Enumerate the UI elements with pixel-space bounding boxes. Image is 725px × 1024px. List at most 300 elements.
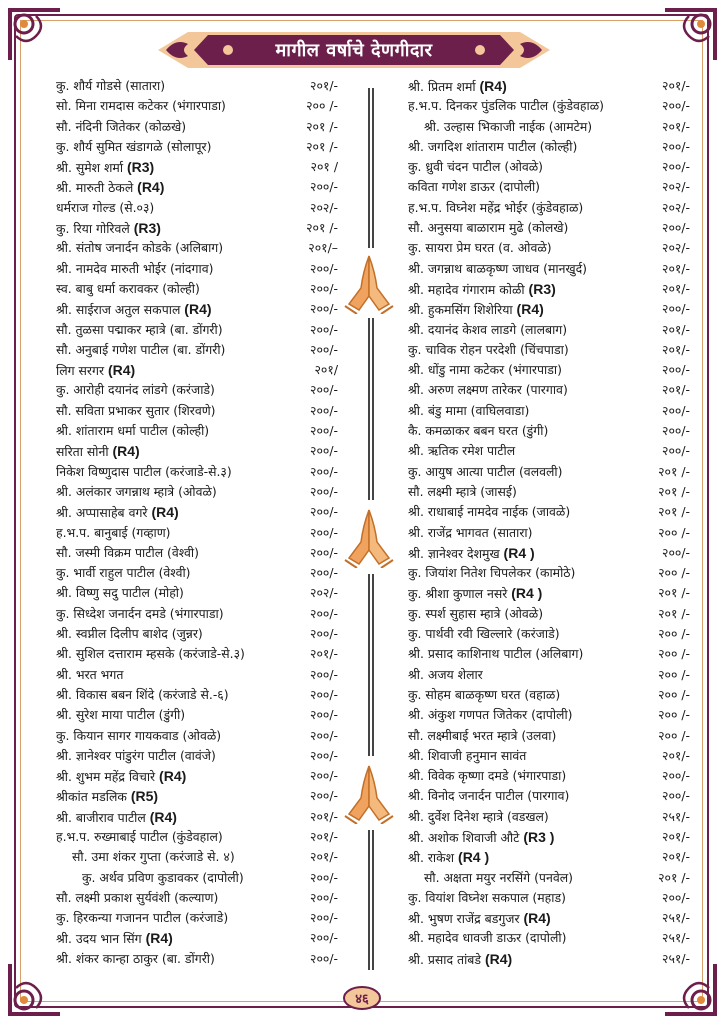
donation-amount: २००/-	[310, 402, 338, 418]
donor-row	[56, 462, 338, 482]
donation-amount: २००/-	[310, 504, 338, 520]
donor-row	[408, 685, 690, 705]
donation-amount: २०१/-	[662, 321, 690, 337]
donor-row	[408, 117, 690, 137]
donor-row	[56, 421, 338, 441]
donor-row	[408, 807, 690, 827]
donation-amount: २००/-	[310, 463, 338, 479]
corner-ornament-icon	[661, 6, 719, 64]
donor-row	[56, 766, 338, 786]
donor-row	[408, 847, 690, 867]
donor-name-text: ह.भ.प. दिनकर पुंडलिक पाटील (कुंडेवहाळ)	[408, 98, 604, 114]
donor-name	[56, 76, 165, 96]
donor-row	[408, 583, 690, 603]
donor-round-tag: (R4)	[159, 768, 187, 785]
donor-name	[408, 218, 568, 238]
donor-name	[82, 868, 244, 888]
donation-amount: २००/-	[662, 98, 690, 114]
donor-name	[56, 157, 154, 178]
donor-row	[408, 340, 690, 360]
donor-row	[408, 299, 690, 319]
donation-amount: २०१ /-	[306, 220, 338, 236]
donor-name-text: धर्मराज गोल्ड (से.०३)	[56, 199, 155, 215]
donor-row	[408, 218, 690, 238]
donor-name-text: कु. भार्वी राहुल पाटील (वेश्वी)	[56, 565, 191, 581]
donor-name-text: श्री. प्रसाद काशिनाथ पाटील (अलिबाग)	[408, 646, 584, 662]
donor-row	[56, 137, 338, 157]
donor-name	[56, 665, 123, 685]
donor-row	[56, 604, 338, 624]
donation-amount: २००/-	[662, 423, 690, 439]
namaste-hands-icon	[341, 506, 397, 568]
donor-name-text: कु. शौर्य गोडसे (सातारा)	[56, 78, 166, 93]
donation-amount: २००/-	[310, 443, 338, 459]
donor-name	[56, 502, 179, 523]
donor-name-text: कु. चाविक रोहन परदेशी (चिंचपाडा)	[408, 341, 569, 357]
donation-amount: २०१ /-	[306, 118, 338, 134]
donor-name	[408, 705, 572, 725]
donor-name	[56, 482, 217, 502]
donation-amount: २५१/-	[662, 910, 690, 926]
donor-row	[56, 726, 338, 746]
donor-name-text: श्री. सुरेश माया पाटील (डुंगी)	[56, 707, 186, 723]
donation-amount: २०० /-	[658, 666, 690, 682]
donor-name	[408, 807, 549, 827]
page-number-badge	[342, 985, 382, 1011]
donor-row	[408, 868, 690, 888]
donor-name	[56, 320, 223, 340]
donor-name	[408, 908, 551, 929]
donor-name-text: लिग सरगर	[56, 363, 108, 379]
donor-row	[56, 401, 338, 421]
donor-name-text: कु. कियान सागर गायकवाड (ओवळे)	[56, 727, 222, 743]
donation-amount: २००/-	[662, 138, 690, 154]
donor-name	[56, 827, 223, 847]
donation-amount: २०१ /	[310, 159, 338, 175]
donor-name-text: श्री. जगदिश शांताराम पाटील (कोल्ही)	[408, 138, 578, 154]
donation-amount: २००/-	[662, 301, 690, 317]
donation-amount: २०० /-	[658, 565, 690, 581]
donor-name	[56, 644, 245, 664]
column-divider	[367, 574, 375, 756]
donor-row	[408, 827, 690, 847]
donor-name-text: श्री. प्रितम शर्मा	[408, 79, 480, 94]
donor-name-text: श्री. विनोद जनार्दन पाटील (पारगाव)	[408, 788, 570, 804]
donation-amount: २००/-	[662, 220, 690, 236]
donor-name	[56, 380, 215, 400]
donor-name-text: सौ. लक्ष्मीबाई भरत म्हात्रे (उलवा)	[408, 727, 557, 743]
donation-amount: २००/-	[310, 565, 338, 581]
donor-name	[56, 928, 173, 949]
donation-amount: २०१/-	[662, 849, 690, 865]
donor-row	[56, 218, 338, 238]
donor-name	[56, 198, 154, 218]
donor-name-text: कु. सिध्देश जनार्दन दमडे (भंगारपाडा)	[56, 605, 224, 621]
donor-row	[408, 96, 690, 116]
donor-row	[408, 705, 690, 725]
donor-row	[408, 766, 690, 786]
donor-name	[424, 868, 573, 888]
donor-name	[56, 888, 218, 908]
donor-row	[56, 523, 338, 543]
donation-amount: २००/-	[662, 768, 690, 784]
donor-name	[56, 360, 135, 381]
corner-ornament-icon	[6, 6, 64, 64]
donation-amount: २००/-	[310, 280, 338, 296]
donor-row	[56, 827, 338, 847]
donation-amount: २०१/-	[662, 118, 690, 134]
donation-amount: २०० /-	[658, 727, 690, 743]
donor-row	[408, 198, 690, 218]
donor-name	[408, 177, 540, 197]
donor-name-text: श्री. अरुण लक्ष्मण तारेकर (पारगाव)	[408, 382, 568, 398]
donation-amount: २००/-	[310, 768, 338, 784]
donor-name-text: कु. शौर्य सुमित खंडागळे (सोलापूर)	[56, 138, 212, 154]
donor-row	[56, 340, 338, 360]
donor-name	[56, 218, 161, 239]
donor-name-text: सौ. नंदिनी जितेकर (कोळखे)	[56, 118, 187, 134]
donor-name	[72, 847, 235, 867]
donor-name-text: श्री. बाजीराव पाटील	[56, 809, 150, 825]
donation-amount: २०० /-	[658, 646, 690, 662]
donor-name	[56, 685, 229, 705]
page-title: मागील वर्षाचे देणगीदार	[275, 40, 433, 61]
donor-name	[56, 807, 177, 828]
donor-row	[408, 177, 690, 197]
donor-name	[408, 624, 560, 644]
donation-amount: २०१/-	[310, 828, 338, 844]
donation-amount: २००/-	[662, 362, 690, 378]
donor-name-text: श्री. ज्ञानेश्वर देशमुख	[408, 545, 504, 561]
donation-amount: २००/-	[310, 869, 338, 885]
donation-amount: २००/-	[310, 727, 338, 743]
donor-name	[56, 441, 140, 462]
donation-amount: २००/-	[310, 747, 338, 763]
donor-row	[408, 644, 690, 664]
donor-name	[408, 726, 556, 746]
donor-row	[408, 908, 690, 928]
donor-name-text: श्री. साईराज अतुल सकपाल	[56, 302, 185, 318]
donor-name	[408, 928, 566, 948]
donor-row	[56, 157, 338, 177]
donation-amount: २०२/-	[310, 585, 338, 601]
donor-name-text: श्री. ऋतिक रमेश पाटील	[408, 443, 516, 459]
left-donor-list	[56, 76, 338, 969]
donation-amount: २००/-	[662, 159, 690, 175]
donor-name-text: श्री. हुकमसिंग शिशेरिया	[408, 302, 517, 318]
donor-name-text: श्री. उदय भान सिंग	[56, 931, 146, 947]
donor-name-text: श्री. ज्ञानेश्वर पांडुरंग पाटील (वावंजे)	[56, 747, 216, 763]
donor-name	[56, 543, 199, 563]
donor-name-text: ह.भ.प. रुख्माबाई पाटील (कुंडेवहाल)	[56, 828, 223, 844]
donor-row	[408, 238, 690, 258]
donor-name-text: सो. मिना रामदास कटेकर (भंगारपाडा)	[56, 98, 226, 114]
donor-row	[56, 583, 338, 603]
donor-name-text: श्री. धोंडु नामा कटेकर (भंगारपाडा)	[408, 362, 562, 378]
donor-name-text: श्री. महादेव गंगाराम कोळी	[408, 281, 529, 297]
page-number: ४६	[355, 992, 369, 1007]
donation-amount: २०१/-	[310, 808, 338, 824]
donor-name	[408, 543, 535, 564]
right-donor-list	[408, 76, 690, 969]
donor-row	[56, 563, 338, 583]
donor-name-text: सौ. जस्मी विक्रम पाटील (वेश्वी)	[56, 544, 199, 560]
donor-name	[56, 462, 232, 482]
donor-name	[56, 96, 226, 116]
donor-name	[408, 238, 552, 258]
donor-name	[408, 340, 569, 360]
donation-amount: २००/-	[310, 483, 338, 499]
donor-name-text: श्री. राधाबाई नामदेव नाईक (जावळे)	[408, 504, 571, 520]
donor-name	[408, 685, 560, 705]
donor-name-text: सौ. अनुसया बाळाराम मुढे (कोलखे)	[408, 220, 569, 236]
donor-name-text: श्री. विवेक कृष्णा दमडे (भंगारपाडा)	[408, 768, 567, 784]
donor-name-text: सरिता सोनी	[56, 444, 113, 460]
donor-row	[408, 279, 690, 299]
donor-round-tag: (R4)	[516, 301, 544, 318]
donor-name	[408, 259, 587, 279]
donor-row	[408, 523, 690, 543]
donation-amount: २०१/-	[662, 78, 690, 93]
donor-round-tag: (R3 )	[523, 828, 555, 845]
donor-row	[408, 949, 690, 969]
donor-name	[408, 320, 567, 340]
donation-amount: २००/-	[662, 402, 690, 418]
donation-amount: २०१/-	[310, 849, 338, 865]
donor-name	[408, 766, 566, 786]
donor-row	[56, 786, 338, 806]
donor-name	[408, 76, 507, 97]
donor-name-text: श्री. मारुती ठेकले	[56, 180, 138, 196]
donor-row	[56, 360, 338, 380]
donor-round-tag: (R3)	[528, 280, 556, 297]
donor-name	[408, 502, 570, 522]
donor-name-text: श्री. अप्पासाहेब वगरे	[56, 505, 152, 521]
donor-row	[408, 380, 690, 400]
donation-amount: २०० /-	[658, 626, 690, 642]
donor-name	[408, 279, 556, 300]
donor-name	[408, 583, 542, 604]
donor-name	[408, 563, 575, 583]
donor-row	[408, 624, 690, 644]
donor-row	[56, 279, 338, 299]
donor-name-text: स्व. बाबु धर्मा करावकर (कोल्ही)	[56, 280, 200, 296]
donor-name-text: श्री. विष्णु सदु पाटील (मोहो)	[56, 585, 184, 601]
donor-name	[56, 279, 200, 299]
donor-name	[56, 766, 186, 787]
donor-name	[56, 238, 223, 258]
donor-name-text: कु. अर्थव प्रविण कुडावकर (दापोली)	[82, 869, 244, 885]
donor-row	[56, 928, 338, 948]
donor-name	[56, 523, 171, 543]
donor-name	[424, 117, 592, 137]
namaste-hands-icon	[341, 252, 397, 314]
donor-row	[56, 380, 338, 400]
donor-name-text: कु. सायरा प्रेम घरत (व. ओवळे)	[408, 240, 552, 256]
donor-row	[56, 76, 338, 96]
donor-name-text: श्री. संतोष जनार्दन कोडके (अलिबाग)	[56, 240, 224, 256]
donor-name-text: श्री. उल्हास भिकाजी नाईक (आमटेम)	[424, 118, 593, 134]
donor-name	[56, 624, 203, 644]
donor-name-text: श्री. सुमेश शर्मा	[56, 160, 127, 176]
donation-amount: २५१/-	[662, 808, 690, 824]
donor-name-text: श्री. भरत भगत	[56, 666, 124, 682]
donor-name-text: सौ. तुळसा पद्माकर म्हात्रे (बा. डोंगरी)	[56, 321, 223, 337]
donor-round-tag: (R4)	[137, 179, 165, 196]
donation-amount: २०१ /-	[658, 869, 690, 885]
donor-row	[408, 665, 690, 685]
donor-row	[56, 847, 338, 867]
donor-name	[408, 441, 515, 461]
donation-amount: २०१/–	[308, 240, 338, 256]
donor-name	[56, 604, 224, 624]
donor-row	[56, 198, 338, 218]
donation-amount: २०० /-	[658, 686, 690, 702]
donation-amount: २०१ /-	[658, 504, 690, 520]
donor-row	[408, 259, 690, 279]
donor-name	[408, 644, 583, 664]
donor-name	[408, 949, 512, 970]
donor-name	[56, 137, 211, 157]
donor-row	[56, 888, 338, 908]
donor-name	[408, 137, 577, 157]
donor-name-text: कु. श्रीशा कुणाल नसरे	[408, 586, 512, 602]
donor-name-text: कु. स्पर्श सुहास म्हात्रे (ओवळे)	[408, 605, 544, 621]
donor-name-text: श्री. भुषण राजेंद्र बडगुजर	[408, 911, 524, 927]
donor-row	[56, 177, 338, 197]
donor-name-text: श्री. अजय शेलार	[408, 666, 483, 682]
donation-amount: २०० /-	[306, 98, 338, 114]
donor-name	[408, 827, 554, 848]
donor-name-text: सौ. अनुबाई गणेश पाटील (बा. डोंगरी)	[56, 341, 226, 357]
donor-name-text: कै. कमळाकर बबन घरत (डुंगी)	[408, 423, 549, 439]
donation-amount: २००/-	[310, 666, 338, 682]
donor-name-text: कु. आरोही दयानंद लांडगे (करंजाडे)	[56, 382, 215, 398]
donor-name-text: कु. हिरकन्या गजानन पाटील (करंजाडे)	[56, 910, 229, 926]
donor-row	[408, 786, 690, 806]
donor-name-text: श्री. शिवाजी हनुमान सावंत	[408, 747, 527, 763]
donation-amount: २०१/-	[310, 78, 338, 93]
donation-amount: २००/-	[310, 423, 338, 439]
donation-amount: २०१/-	[662, 280, 690, 296]
donor-name	[408, 665, 483, 685]
donation-amount: २०२/-	[662, 179, 690, 195]
donation-amount: २००/-	[310, 686, 338, 702]
donor-name-text: श्री. राकेश	[408, 850, 459, 866]
donor-row	[56, 705, 338, 725]
donation-amount: २०१/-	[662, 747, 690, 763]
donation-amount: २००/-	[310, 524, 338, 540]
donor-name	[56, 563, 191, 583]
donor-round-tag: (R4)	[184, 301, 212, 318]
donor-row	[56, 320, 338, 340]
donor-name	[408, 360, 562, 380]
donor-name	[408, 380, 568, 400]
donor-name	[408, 523, 532, 543]
donation-amount: २००/-	[310, 544, 338, 560]
donation-amount: २००/-	[310, 321, 338, 337]
donor-name-text: सौ. लक्ष्मी प्रकाश सुर्यवंशी (कल्याण)	[56, 889, 219, 905]
donor-row	[408, 746, 690, 766]
donor-round-tag: (R4 )	[503, 544, 535, 561]
donor-row	[56, 502, 338, 522]
donor-name	[408, 847, 489, 868]
donor-row	[56, 299, 338, 319]
donation-amount: २०१/-	[662, 382, 690, 398]
donor-name	[56, 340, 225, 360]
donation-amount: २०० /-	[658, 524, 690, 540]
donor-row	[408, 320, 690, 340]
donor-name-text: श्री. शंकर कान्हा ठाकुर (बा. डोंगरी)	[56, 950, 215, 966]
donation-amount: २०१/-	[662, 260, 690, 276]
donation-amount: २०० /-	[658, 707, 690, 723]
donor-round-tag: (R5)	[130, 788, 159, 805]
donor-name-text: सौ. सविता प्रभाकर सुतार (शिरवणे)	[56, 402, 216, 418]
donor-round-tag: (R4)	[107, 362, 136, 379]
donor-name-text: श्री. नामदेव मारुती भोईर (नांदगाव)	[56, 260, 214, 276]
donor-name	[56, 401, 216, 421]
column-divider	[367, 88, 375, 248]
donor-name-text: कु. ध्रुवी चंदन पाटील (ओवळे)	[408, 159, 544, 175]
donor-name-text: सौ. उमा शंकर गुप्ता (करंजाडे से. ४)	[72, 849, 235, 865]
donation-amount: २००/-	[310, 889, 338, 905]
donor-row	[56, 868, 338, 888]
donor-row	[56, 949, 338, 969]
donor-round-tag: (R4 )	[458, 849, 490, 866]
donation-amount: २००/-	[310, 788, 338, 804]
donor-row	[56, 482, 338, 502]
donor-name	[56, 746, 216, 766]
donor-name	[56, 177, 164, 198]
donor-row	[408, 928, 690, 948]
donor-name-text: श्री. सुशिल दत्ताराम म्हसके (करंजाडे-से.३)	[56, 646, 245, 662]
donor-name	[56, 908, 228, 928]
donor-row	[56, 624, 338, 644]
donor-row	[408, 482, 690, 502]
donation-amount: २०२/-	[662, 240, 690, 256]
donor-row	[56, 441, 338, 461]
donor-name-text: श्री. अलंकार जगन्नाथ म्हात्रे (ओवळे)	[56, 483, 217, 499]
donor-row	[56, 908, 338, 928]
donation-amount: २००/-	[310, 382, 338, 398]
donation-amount: २५१/-	[662, 950, 690, 966]
donor-name-text: कविता गणेश डाऊर (दापोली)	[408, 179, 541, 195]
donor-row	[56, 238, 338, 258]
donor-row	[56, 644, 338, 664]
donor-name-text: श्री. दयानंद केशव लाडगे (लालबाग)	[408, 321, 568, 337]
donor-row	[408, 563, 690, 583]
donor-name-text: श्री. विकास बबन शिंदे (करंजाडे से.-६)	[56, 686, 229, 702]
donor-name-text: कु. रिया गोरिवले	[56, 221, 134, 237]
donor-row	[408, 726, 690, 746]
donation-amount: २००/-	[310, 950, 338, 966]
donor-row	[56, 746, 338, 766]
donation-amount: २००/-	[310, 605, 338, 621]
donation-amount: २००/-	[662, 889, 690, 905]
donation-amount: २००/-	[662, 788, 690, 804]
donor-name-text: श्री. दुर्वेश दिनेश म्हात्रे (वडखल)	[408, 808, 549, 824]
donor-row	[408, 543, 690, 563]
donor-name	[56, 705, 185, 725]
donation-amount: २०१ /-	[658, 483, 690, 499]
donation-amount: २००/-	[310, 260, 338, 276]
donor-round-tag: (R4)	[151, 504, 179, 521]
donor-name	[408, 888, 566, 908]
donor-name-text: कु. वियांश विघ्नेश सकपाल (महाड)	[408, 889, 566, 905]
donation-amount: २००/-	[310, 910, 338, 926]
donor-row	[408, 76, 690, 96]
donor-row	[408, 604, 690, 624]
